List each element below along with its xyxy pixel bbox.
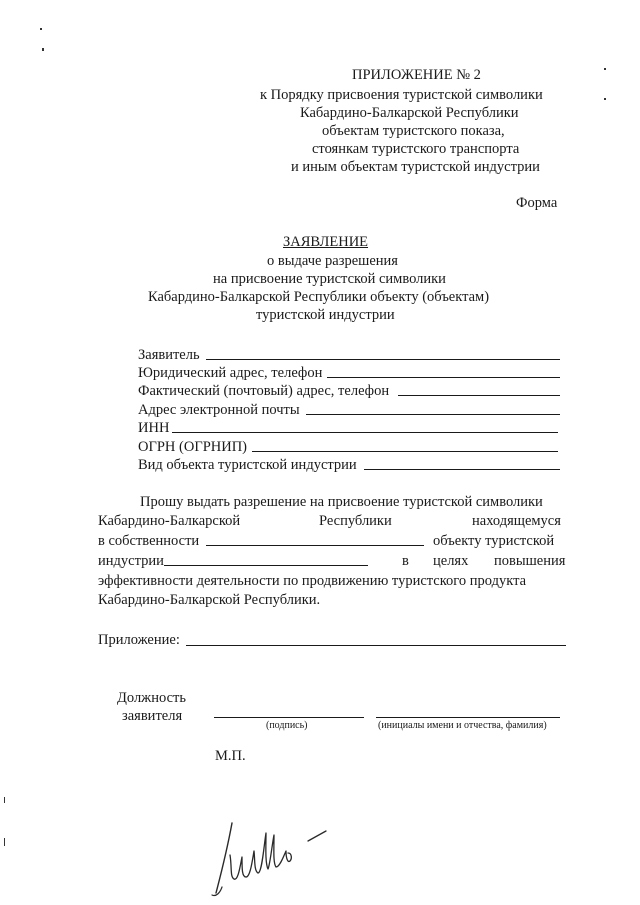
request-line: Прошу выдать разрешение на присвоение туристской символики [140,494,543,510]
field-label-legal-address: Юридический адрес, телефон [138,365,323,381]
request-line: Кабардино-Балкарской Республики. [98,592,321,608]
position-label: Должность [117,690,186,706]
appendix-line: стоянкам туристского транспорта [312,141,520,157]
appendix-title: ПРИЛОЖЕНИЕ № 2 [352,67,481,83]
scan-speck [604,98,606,100]
statement-subtitle: о выдаче разрешения [267,253,398,269]
handwritten-signature [210,815,330,900]
object-type-field-line[interactable] [364,469,560,470]
field-label-object-type: Вид объекта туристской индустрии [138,457,357,473]
scan-speck [4,797,5,803]
inn-field-line[interactable] [172,432,558,433]
field-label-inn: ИНН [138,420,170,436]
name-field-line[interactable] [376,717,560,718]
field-label-email: Адрес электронной почты [138,402,300,418]
statement-subtitle: Кабардино-Балкарской Республики объекту (объектам) [148,289,490,305]
request-line: эффективности деятельности по продвижению туристского продукта [98,573,527,589]
scan-speck [42,48,44,51]
attachment-field-line[interactable] [186,645,566,646]
field-label-ogrn: ОГРН (ОГРНИП) [138,439,248,455]
request-line: повышения [494,553,566,569]
position-label: заявителя [122,708,183,724]
request-line: целях [433,553,469,569]
field-label-applicant: Заявитель [138,347,200,363]
legal-address-field-line[interactable] [327,377,560,378]
email-field-line[interactable] [306,414,560,415]
actual-address-field-line[interactable] [398,395,560,396]
stamp-label: М.П. [215,748,246,764]
attachment-label: Приложение: [98,632,180,648]
applicant-field-line[interactable] [206,359,560,360]
ownership-field-line[interactable] [206,545,424,546]
scan-speck [40,28,42,30]
scan-speck [604,68,606,70]
request-line: Республики [319,513,392,529]
signature-field-line[interactable] [214,717,364,718]
appendix-line: к Порядку присвоения туристской символики [260,87,543,103]
signature-caption: (подпись) [266,720,308,731]
name-caption: (инициалы имени и отчества, фамилия) [378,720,547,731]
request-line: в [402,553,409,569]
industry-object-field-line[interactable] [164,565,368,566]
request-line: индустрии [98,553,164,569]
request-line: находящемуся [472,513,561,529]
ogrn-field-line[interactable] [252,451,558,452]
statement-subtitle: туристской индустрии [256,307,395,323]
form-label: Форма [516,195,558,211]
appendix-line: объектам туристского показа, [322,123,505,139]
statement-title: ЗАЯВЛЕНИЕ [283,234,369,250]
field-label-actual-address: Фактический (почтовый) адрес, телефон [138,383,390,399]
request-line: объекту туристской [433,533,555,549]
statement-subtitle: на присвоение туристской символики [213,271,446,287]
appendix-line: и иным объектам туристской индустрии [291,159,540,175]
request-line: Кабардино-Балкарской [98,513,241,529]
appendix-line: Кабардино-Балкарской Республики [300,105,519,121]
request-line: в собственности [98,533,200,549]
scan-speck [4,838,5,846]
